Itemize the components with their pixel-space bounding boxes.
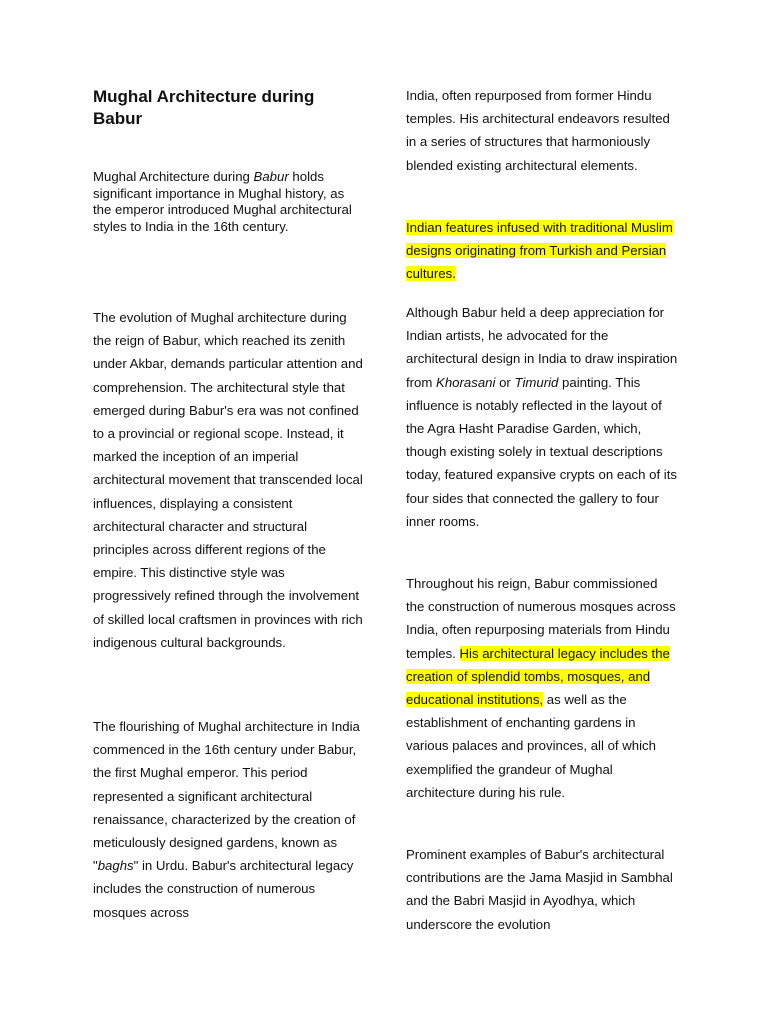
right-p3-emphasis-1: Khorasani — [436, 374, 496, 390]
right-paragraph-reign — [406, 572, 678, 804]
right-p4-pre: Throughout his reign, Babur commissioned the construction of numerous mosques across India, often repurposing materials from Hindu temples. — [406, 576, 676, 661]
left-paragraph-flourishing — [93, 715, 365, 924]
right-p4-post: as well as the establishment of enchanting gardens in various palaces and provinces, all of which exemplified the grandeur of Mughal architecture during his rule. — [406, 692, 656, 800]
intro-text-pre: Mughal Architecture during — [93, 169, 254, 184]
left-p2-post: " in Urdu. Babur's architectural legacy includes the construction of numerous mosques across — [93, 858, 354, 920]
highlighted-text: Indian features infused with traditional Muslim designs originating from Turkish and Persian cultures. — [406, 220, 673, 282]
intro-paragraph — [93, 169, 365, 235]
right-paragraph-highlighted — [406, 216, 678, 286]
document-title: Mughal Architecture during Babur — [93, 87, 315, 128]
intro-text-post: holds significant importance in Mughal history, as the emperor introduced Mughal architectural styles to India in the 16th century. — [93, 169, 352, 234]
right-p3-emphasis-2: Timurid — [514, 374, 559, 390]
right-p3-post: painting. This influence is notably reflected in the layout of the Agra Hasht Paradise Garden, which, though existing solely in textual descriptions today, featured expansive crypts on each of its four sides that connected the gallery to four inner rooms. — [406, 374, 677, 529]
right-p3-pre: Although Babur held a deep appreciation for Indian artists, he advocated for the architectural design in India to draw inspiration from — [406, 305, 678, 390]
left-p2-pre: The flourishing of Mughal architecture in India commenced in the 16th century under Babur, the first Mughal emperor. This period represented a significant architectural renaissance, characterized by the creation of meticulously designed gardens, known as " — [93, 719, 360, 874]
left-paragraph-evolution: The evolution of Mughal architecture during the reign of Babur, which reached its zenith under Akbar, demands particular attention and comprehension. The architectural style that emerged during Babur's era was not confined to a provincial or regional scope. Instead, it marked the inception of an imperial architectural movement that transcended local influences, displaying a consistent architectural character and structural principles across different regions of the empire. This distinctive style was progressively refined through the involvement of skilled local craftsmen in provinces with rich indigenous cultural backgrounds. — [93, 310, 363, 650]
left-p2-emphasis: baghs — [97, 858, 134, 874]
right-paragraph-continuation: India, often repurposed from former Hindu temples. His architectural endeavors resulted in a series of structures that harmoniously blended existing architectural elements. — [406, 88, 670, 173]
right-p4-highlight: His architectural legacy includes the creation of splendid tombs, mosques, and educational institutions, — [406, 645, 670, 708]
right-paragraph-inspiration — [406, 301, 678, 533]
right-p3-mid: or — [495, 374, 515, 390]
intro-emphasis: Babur — [253, 169, 289, 184]
right-paragraph-examples: Prominent examples of Babur's architectural contributions are the Jama Masjid in Sambhal and the Babri Masjid in Ayodhya, which underscore the evolution — [406, 847, 673, 932]
